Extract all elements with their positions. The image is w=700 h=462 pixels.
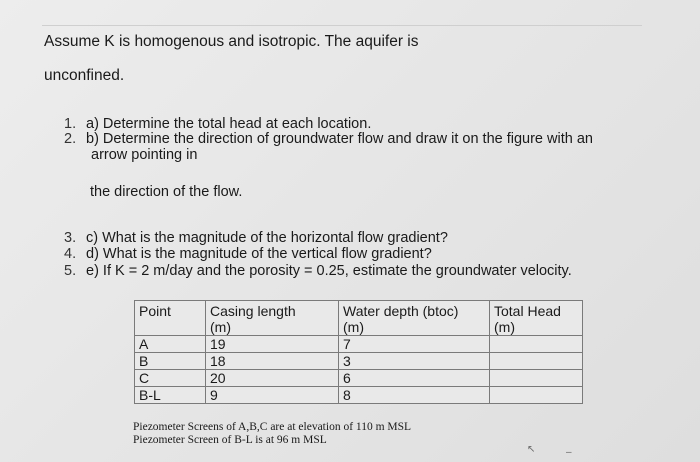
- note-line-1: Piezometer Screens of A,B,C are at elevation of 110 m MSL: [133, 421, 412, 433]
- intro-line-2: unconfined.: [44, 67, 125, 84]
- intro-line-1: Assume K is homogenous and isotropic. The aquifer is: [44, 33, 419, 50]
- cell-casing: 18: [206, 353, 339, 370]
- cell-casing: 20: [206, 370, 339, 387]
- dash-mark-icon: –: [566, 447, 572, 458]
- question-text: a) Determine the total head at each location.: [86, 116, 372, 132]
- cell-head: [490, 353, 583, 370]
- cell-head: [490, 387, 583, 404]
- table-row: [135, 336, 583, 353]
- table-row: [135, 387, 583, 404]
- pen-mark-icon: ↖: [527, 444, 536, 455]
- cell-casing: 9: [206, 387, 339, 404]
- piezometer-notes: [133, 421, 411, 447]
- question-text: d) What is the magnitude of the vertical flow gradient?: [86, 246, 432, 262]
- question-item: [64, 116, 371, 132]
- table-row: [135, 353, 583, 370]
- cell-depth: 3: [339, 353, 490, 370]
- question-continuation: arrow pointing in: [91, 147, 198, 163]
- question-number: 2.: [64, 131, 77, 147]
- question-text: c) What is the magnitude of the horizontal flow gradient?: [86, 230, 448, 246]
- header-point: Point: [135, 301, 206, 336]
- cell-point: B: [135, 353, 206, 370]
- piezometer-table: [134, 300, 583, 404]
- top-divider: [42, 25, 642, 26]
- cell-casing: 19: [206, 336, 339, 353]
- question-number: 4.: [64, 246, 77, 262]
- table-header-row: [135, 301, 583, 336]
- note-line-2: Piezometer Screen of B-L is at 96 m MSL: [133, 434, 327, 446]
- question-number: 1.: [64, 116, 77, 132]
- question-number: 3.: [64, 230, 77, 246]
- cell-head: [490, 370, 583, 387]
- cell-point: C: [135, 370, 206, 387]
- question-text: e) If K = 2 m/day and the porosity = 0.25, estimate the groundwater velocity.: [86, 263, 572, 279]
- cell-point: B-L: [135, 387, 206, 404]
- cell-depth: 8: [339, 387, 490, 404]
- cell-head: [490, 336, 583, 353]
- question-item: [64, 230, 448, 246]
- cell-depth: 7: [339, 336, 490, 353]
- cell-depth: 6: [339, 370, 490, 387]
- table-row: [135, 370, 583, 387]
- question-item: [64, 131, 593, 147]
- question-continuation: the direction of the flow.: [90, 184, 243, 200]
- question-item: [64, 246, 432, 262]
- header-total-head: Total Head (m): [490, 301, 583, 336]
- question-item: [64, 263, 572, 279]
- cell-point: A: [135, 336, 206, 353]
- question-number: 5.: [64, 263, 77, 279]
- header-water-depth: Water depth (btoc) (m): [339, 301, 490, 336]
- question-text: b) Determine the direction of groundwater flow and draw it on the figure with an: [86, 131, 593, 147]
- header-casing-length: Casing length (m): [206, 301, 339, 336]
